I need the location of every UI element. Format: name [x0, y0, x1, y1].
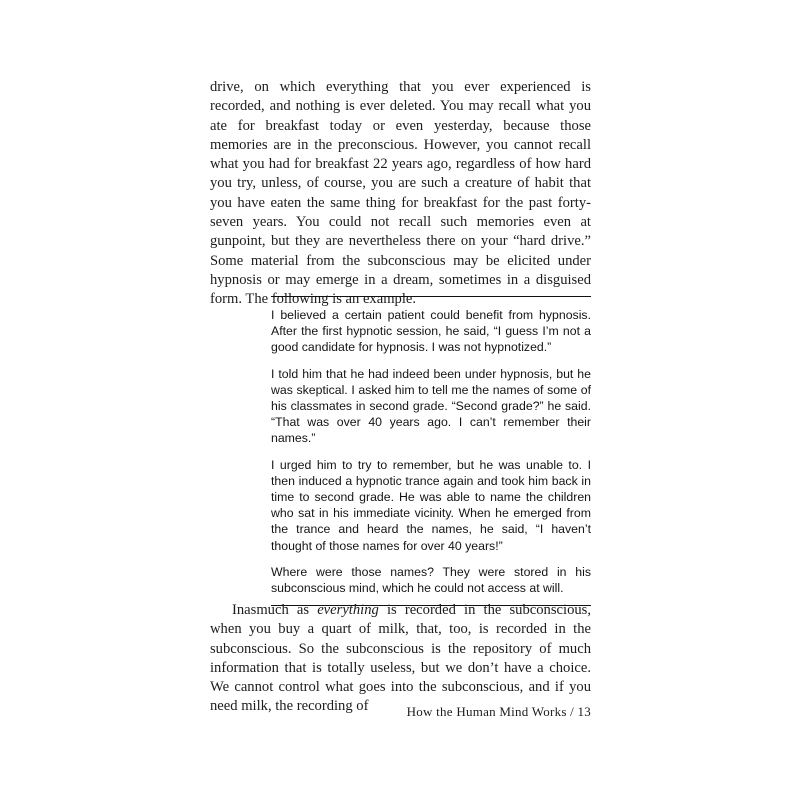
case-example-paragraph: I urged him to try to remember, but he was unable to. I then induced a hypnotic trance again and took him back in time to second grade. He was able to name the children who sat in his immediate vicinity. When he emerged from the trance and heard the names, he said, “I haven’t thought of those names for over 40 years!” [271, 457, 591, 553]
paragraph-text-lead: Inasmuch as [232, 602, 318, 618]
case-example-paragraph: Where were those names? They were stored in his subconscious mind, which he could not access at will. [271, 564, 591, 596]
body-paragraph-continued: drive, on which everything that you ever experienced is recorded, and nothing is ever deleted. You may recall what you ate for breakfast today or even yesterday, because those memories are in the preconscious. However, you cannot recall what you had for breakfast 22 years ago, regardless of how hard you try, unless, of course, you are such a creature of habit that you have eaten the same thing for breakfast for the past forty-seven years. You could not recall such memories even at gunpoint, but they are nevertheless there on your “hard drive.” Some material from the subconscious may be elicited under hypnosis or may emerge in a dream, sometimes in a disguised form. The following is an example. [210, 79, 591, 308]
case-example-paragraph: I told him that he had indeed been under hypnosis, but he was skeptical. I asked him to tell me the names of some of his classmates in second grade. “Second grade?” he said. “That was over 40 years ago. I can’t remember their names.” [271, 366, 591, 446]
emphasis-everything: everything [317, 602, 379, 618]
main-text-column [210, 78, 591, 310]
block-top-rule [271, 296, 591, 297]
case-example-paragraph: I believed a certain patient could benefit from hypnosis. After the first hypnotic session, he said, “I guess I’m not a good candidate for hypnosis. I was not hypnotized.” [271, 308, 591, 355]
running-foot: How the Human Mind Works / 13 [406, 704, 591, 719]
paragraph-text-rest: is recorded in the subconscious, when you buy a quart of milk, that, too, is recorded in the subconscious. So the subconscious is the repository of much information that is totally useless, but we don’t have a choice. We cannot control what goes into the subconscious, and if you need milk, the recording of [210, 602, 591, 715]
main-text-column-lower [210, 601, 591, 717]
body-paragraph-inasmuch [210, 601, 591, 717]
case-example-block [271, 296, 591, 606]
